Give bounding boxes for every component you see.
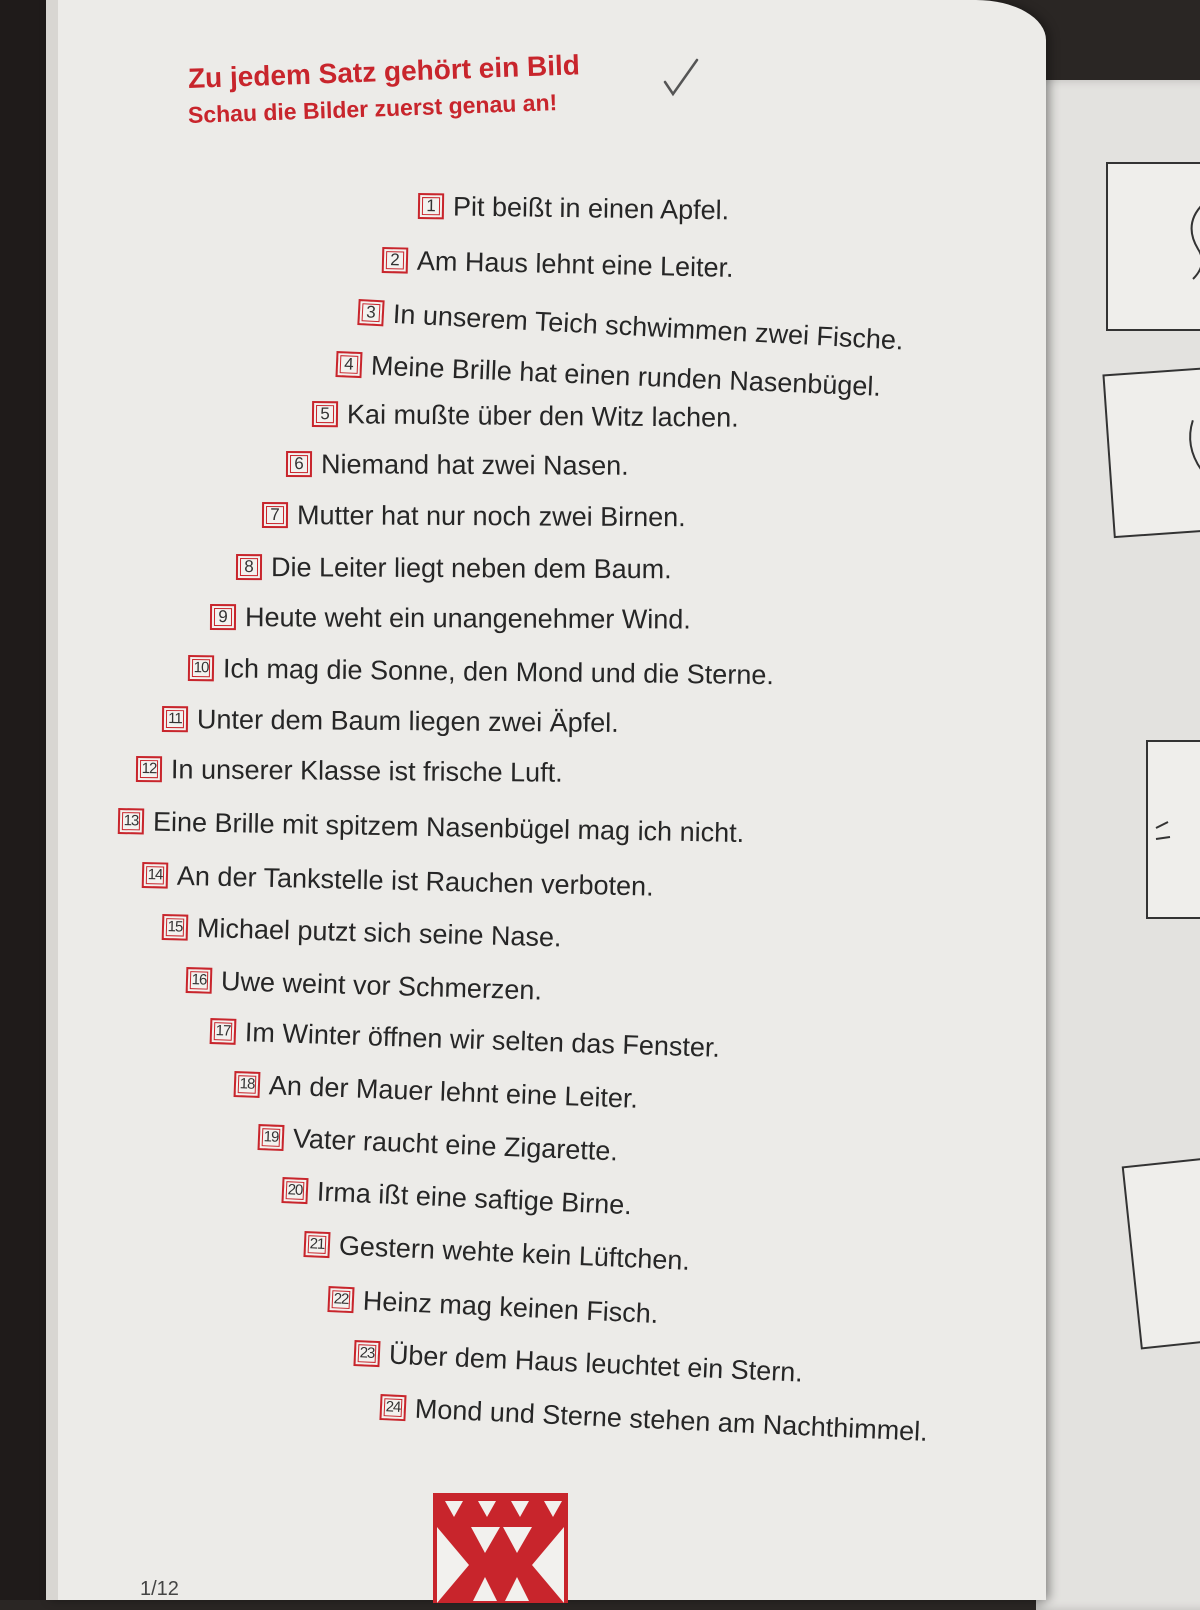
sentence-item: [262, 499, 686, 533]
sentence-text: Niemand hat zwei Nasen.: [320, 448, 629, 481]
publisher-logo-icon: [433, 1493, 568, 1603]
sentence-number-box: 17: [210, 1018, 237, 1045]
sentence-number-box: 16: [186, 967, 213, 994]
sentence-number-box: 22: [327, 1286, 354, 1313]
sentence-number-box: 7: [262, 502, 288, 528]
sentence-number-box: 8: [236, 554, 262, 580]
sentence-item: [136, 753, 563, 789]
sentence-text: Kai mußte über den Witz lachen.: [346, 398, 739, 433]
sentence-text: An der Tankstelle ist Rauchen verboten.: [176, 860, 655, 902]
sentence-number-box: 15: [162, 914, 189, 941]
sentence-text: In unserer Klasse ist frische Luft.: [170, 753, 563, 788]
sentence-number-box: 14: [142, 862, 169, 889]
sentence-number-box: 4: [335, 351, 362, 378]
sentence-text: Mond und Sterne stehen am Nachthimmel.: [414, 1393, 929, 1447]
sentence-text: An der Mauer lehnt eine Leiter.: [268, 1069, 639, 1114]
sentence-number-box: 23: [353, 1340, 380, 1367]
sentence-item: [286, 448, 629, 482]
sentence-text: Am Haus lehnt eine Leiter.: [416, 245, 734, 283]
sentence-number-box: 11: [162, 706, 188, 732]
sentence-item: [210, 601, 691, 636]
page-subtitle: Schau die Bilder zuerst genau an!: [187, 89, 558, 128]
sentence-text: Pit beißt in einen Apfel.: [452, 190, 730, 225]
sentence-text: Uwe weint vor Schmerzen.: [220, 965, 543, 1006]
page-title: Zu jedem Satz gehört ein Bild: [187, 49, 581, 94]
sentence-number-box: 24: [379, 1394, 406, 1421]
sentence-number-box: 12: [136, 756, 162, 782]
sentence-number-box: 19: [257, 1124, 284, 1151]
sentence-item: [236, 551, 672, 585]
sentence-text: Unter dem Baum liegen zwei Äpfel.: [196, 703, 619, 738]
sentence-item: [312, 398, 739, 434]
sentence-text: Ich mag die Sonne, den Mond und die Sterne.: [222, 652, 775, 690]
sentence-number-box: 2: [382, 247, 409, 274]
sentence-number-box: 3: [357, 299, 384, 326]
sentence-number-box: 9: [210, 604, 236, 630]
sentence-number-box: 5: [312, 401, 338, 427]
sentence-text: Über dem Haus leuchtet ein Stern.: [388, 1339, 804, 1388]
picture-frame-4: [1122, 1155, 1200, 1350]
sentence-item: [418, 190, 730, 226]
sentence-number-box: 18: [234, 1071, 261, 1098]
sentence-item: [162, 703, 619, 739]
picture-frame-1: [1106, 162, 1200, 331]
sentence-number-box: 1: [418, 193, 444, 219]
sentence-text: In unserem Teich schwimmen zwei Fische.: [392, 298, 905, 356]
checkmark-icon: [663, 58, 699, 98]
sentence-text: Im Winter öffnen wir selten das Fenster.: [244, 1016, 721, 1063]
sentence-text: Mutter hat nur noch zwei Birnen.: [296, 499, 686, 532]
sentence-text: Die Leiter liegt neben dem Baum.: [270, 551, 672, 584]
facing-page: [1036, 80, 1200, 1610]
sentence-text: Vater raucht eine Zigarette.: [292, 1122, 619, 1166]
sentence-number-box: 10: [188, 655, 214, 681]
sentence-text: Gestern wehte kein Lüftchen.: [338, 1230, 691, 1276]
sentence-text: Heinz mag keinen Fisch.: [362, 1285, 660, 1329]
page-number: 1/12: [140, 1578, 179, 1600]
sentence-number-box: 6: [286, 451, 312, 477]
sentence-text: Meine Brille hat einen runden Nasenbügel.: [370, 349, 882, 402]
sentence-number-box: 13: [118, 808, 144, 834]
sentence-number-box: 20: [281, 1177, 308, 1204]
sentence-text: Eine Brille mit spitzem Nasenbügel mag ich nicht.: [152, 806, 745, 848]
sentence-text: Michael putzt sich seine Nase.: [196, 912, 562, 952]
sentence-text: Heute weht ein unangenehmer Wind.: [244, 601, 691, 635]
picture-frame-3: [1146, 740, 1200, 919]
sentence-text: Irma ißt eine saftige Birne.: [316, 1176, 633, 1220]
sentence-number-box: 21: [303, 1231, 330, 1258]
picture-frame-2: [1102, 366, 1200, 538]
